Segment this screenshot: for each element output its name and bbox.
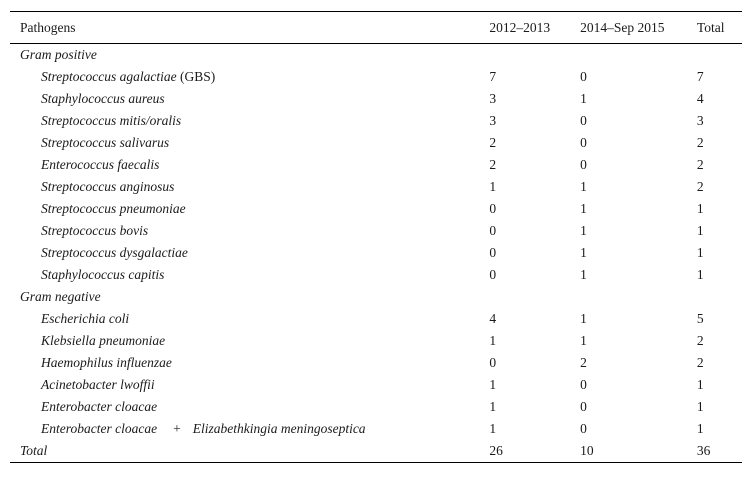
table-row	[10, 418, 742, 440]
pathogen-cell	[10, 198, 489, 220]
pathogen-name: Acinetobacter lwoffii	[41, 377, 155, 392]
pathogen-name: Streptococcus mitis/oralis	[41, 113, 182, 128]
pathogen-name: Enterobacter cloacae	[41, 399, 158, 414]
count-2012-2013: 1	[489, 399, 497, 414]
count-2012-2013: 7	[489, 69, 497, 84]
pathogen-name: Staphylococcus aureus	[41, 91, 165, 106]
count-2012-2013: 0	[489, 267, 497, 282]
table-row	[10, 308, 742, 330]
pathogen-name: Streptococcus agalactiae	[41, 69, 177, 84]
count-2014-2015: 1	[580, 333, 587, 348]
total-label: Total	[20, 443, 48, 458]
pathogen-cell	[10, 374, 489, 396]
table-body	[10, 44, 742, 463]
count-2012-2013: 3	[489, 113, 497, 128]
count-2014-2015: 1	[580, 201, 587, 216]
gram-negative-row	[10, 286, 742, 308]
table-row	[10, 88, 742, 110]
empty-cell	[697, 286, 742, 308]
pathogen-cell	[10, 264, 489, 286]
table-row	[10, 330, 742, 352]
gram-positive-row	[10, 44, 742, 67]
count-2012-2013: 4	[489, 311, 497, 326]
count-2014-2015: 1	[580, 223, 587, 238]
count-2014-2015: 1	[580, 267, 587, 282]
pathogen-cell	[10, 308, 489, 330]
total-row	[10, 440, 742, 463]
pathogen-suffix: (GBS)	[179, 69, 216, 84]
count-2012-2013: 0	[489, 245, 497, 260]
empty-cell	[580, 44, 697, 67]
table-row	[10, 176, 742, 198]
pathogens-table	[10, 11, 742, 463]
plus-sign: +	[173, 421, 181, 436]
count-total: 5	[696, 311, 704, 326]
header-2012-2013: 2012–2013	[489, 19, 551, 35]
count-2014-2015: 1	[580, 245, 587, 260]
pathogen-cell	[10, 352, 489, 374]
count-total: 2	[696, 135, 704, 150]
pathogen-cell	[10, 88, 489, 110]
count-total: 2	[696, 355, 704, 370]
pathogen-cell	[10, 132, 489, 154]
count-total: 3	[696, 113, 704, 128]
pathogen-name: Streptococcus dysgalactiae	[41, 245, 188, 260]
count-2014-2015: 0	[580, 69, 587, 84]
table-row	[10, 110, 742, 132]
count-total: 1	[696, 201, 704, 216]
gram-positive-label: Gram positive	[20, 47, 97, 62]
pathogen-name: Staphylococcus capitis	[41, 267, 165, 282]
total-2012-2013: 26	[489, 443, 503, 458]
pathogen-name: Haemophilus influenzae	[41, 355, 172, 370]
table-header-row	[10, 12, 742, 44]
count-2014-2015: 0	[580, 421, 587, 436]
table-row	[10, 242, 742, 264]
count-2012-2013: 0	[489, 355, 497, 370]
count-2014-2015: 0	[580, 377, 587, 392]
count-2014-2015: 0	[580, 157, 587, 172]
total-2014-2015: 10	[580, 443, 594, 458]
pathogen-name-b: Elizabethkingia meningoseptica	[192, 421, 366, 436]
count-total: 7	[696, 69, 704, 84]
table-row	[10, 220, 742, 242]
pathogens-table-container	[10, 11, 742, 463]
pathogen-name: Escherichia coli	[41, 311, 130, 326]
count-2012-2013: 1	[489, 377, 497, 392]
table-row	[10, 132, 742, 154]
header-pathogens: Pathogens	[20, 19, 76, 35]
count-2014-2015: 0	[580, 113, 587, 128]
count-2012-2013: 2	[489, 135, 497, 150]
pathogen-cell	[10, 396, 489, 418]
table-row	[10, 352, 742, 374]
count-total: 2	[696, 333, 704, 348]
count-2014-2015: 0	[580, 135, 587, 150]
pathogen-name-a: Enterobacter cloacae	[41, 421, 158, 436]
count-2014-2015: 2	[580, 355, 587, 370]
pathogen-cell	[10, 418, 489, 440]
pathogen-name: Streptococcus anginosus	[41, 179, 175, 194]
count-2014-2015: 1	[580, 179, 587, 194]
empty-cell	[580, 286, 697, 308]
empty-cell	[697, 44, 742, 67]
count-total: 2	[696, 179, 704, 194]
pathogen-cell	[10, 66, 489, 88]
pathogen-cell	[10, 176, 489, 198]
count-2014-2015: 1	[580, 91, 587, 106]
count-total: 1	[696, 377, 704, 392]
count-total: 2	[696, 157, 704, 172]
pathogen-name: Streptococcus pneumoniae	[41, 201, 186, 216]
count-total: 1	[696, 421, 704, 436]
table-row	[10, 264, 742, 286]
header-total: Total	[696, 19, 725, 35]
count-2012-2013: 1	[489, 421, 497, 436]
count-total: 4	[696, 91, 704, 106]
count-total: 1	[696, 267, 704, 282]
count-total: 1	[696, 223, 704, 238]
table-row	[10, 396, 742, 418]
table-row	[10, 374, 742, 396]
count-2012-2013: 1	[489, 179, 497, 194]
count-2014-2015: 0	[580, 399, 587, 414]
count-2012-2013: 2	[489, 157, 497, 172]
count-2012-2013: 1	[489, 333, 497, 348]
count-2012-2013: 0	[489, 201, 497, 216]
pathogen-name: Streptococcus bovis	[41, 223, 149, 238]
table-row	[10, 198, 742, 220]
count-2012-2013: 0	[489, 223, 497, 238]
count-2014-2015: 1	[580, 311, 587, 326]
pathogen-cell	[10, 330, 489, 352]
pathogen-cell	[10, 242, 489, 264]
pathogen-name: Klebsiella pneumoniae	[41, 333, 166, 348]
gram-negative-label: Gram negative	[20, 289, 101, 304]
empty-cell	[489, 286, 580, 308]
table-row	[10, 154, 742, 176]
pathogen-cell	[10, 220, 489, 242]
count-total: 1	[696, 399, 704, 414]
pathogen-name: Streptococcus salivarus	[41, 135, 170, 150]
total-all: 36	[696, 443, 711, 458]
count-2012-2013: 3	[489, 91, 497, 106]
count-total: 1	[696, 245, 704, 260]
header-2014-sep-2015: 2014–Sep 2015	[580, 19, 665, 35]
table-row	[10, 66, 742, 88]
pathogen-cell	[10, 154, 489, 176]
empty-cell	[489, 44, 580, 67]
pathogen-cell	[10, 110, 489, 132]
pathogen-name: Enterococcus faecalis	[41, 157, 160, 172]
